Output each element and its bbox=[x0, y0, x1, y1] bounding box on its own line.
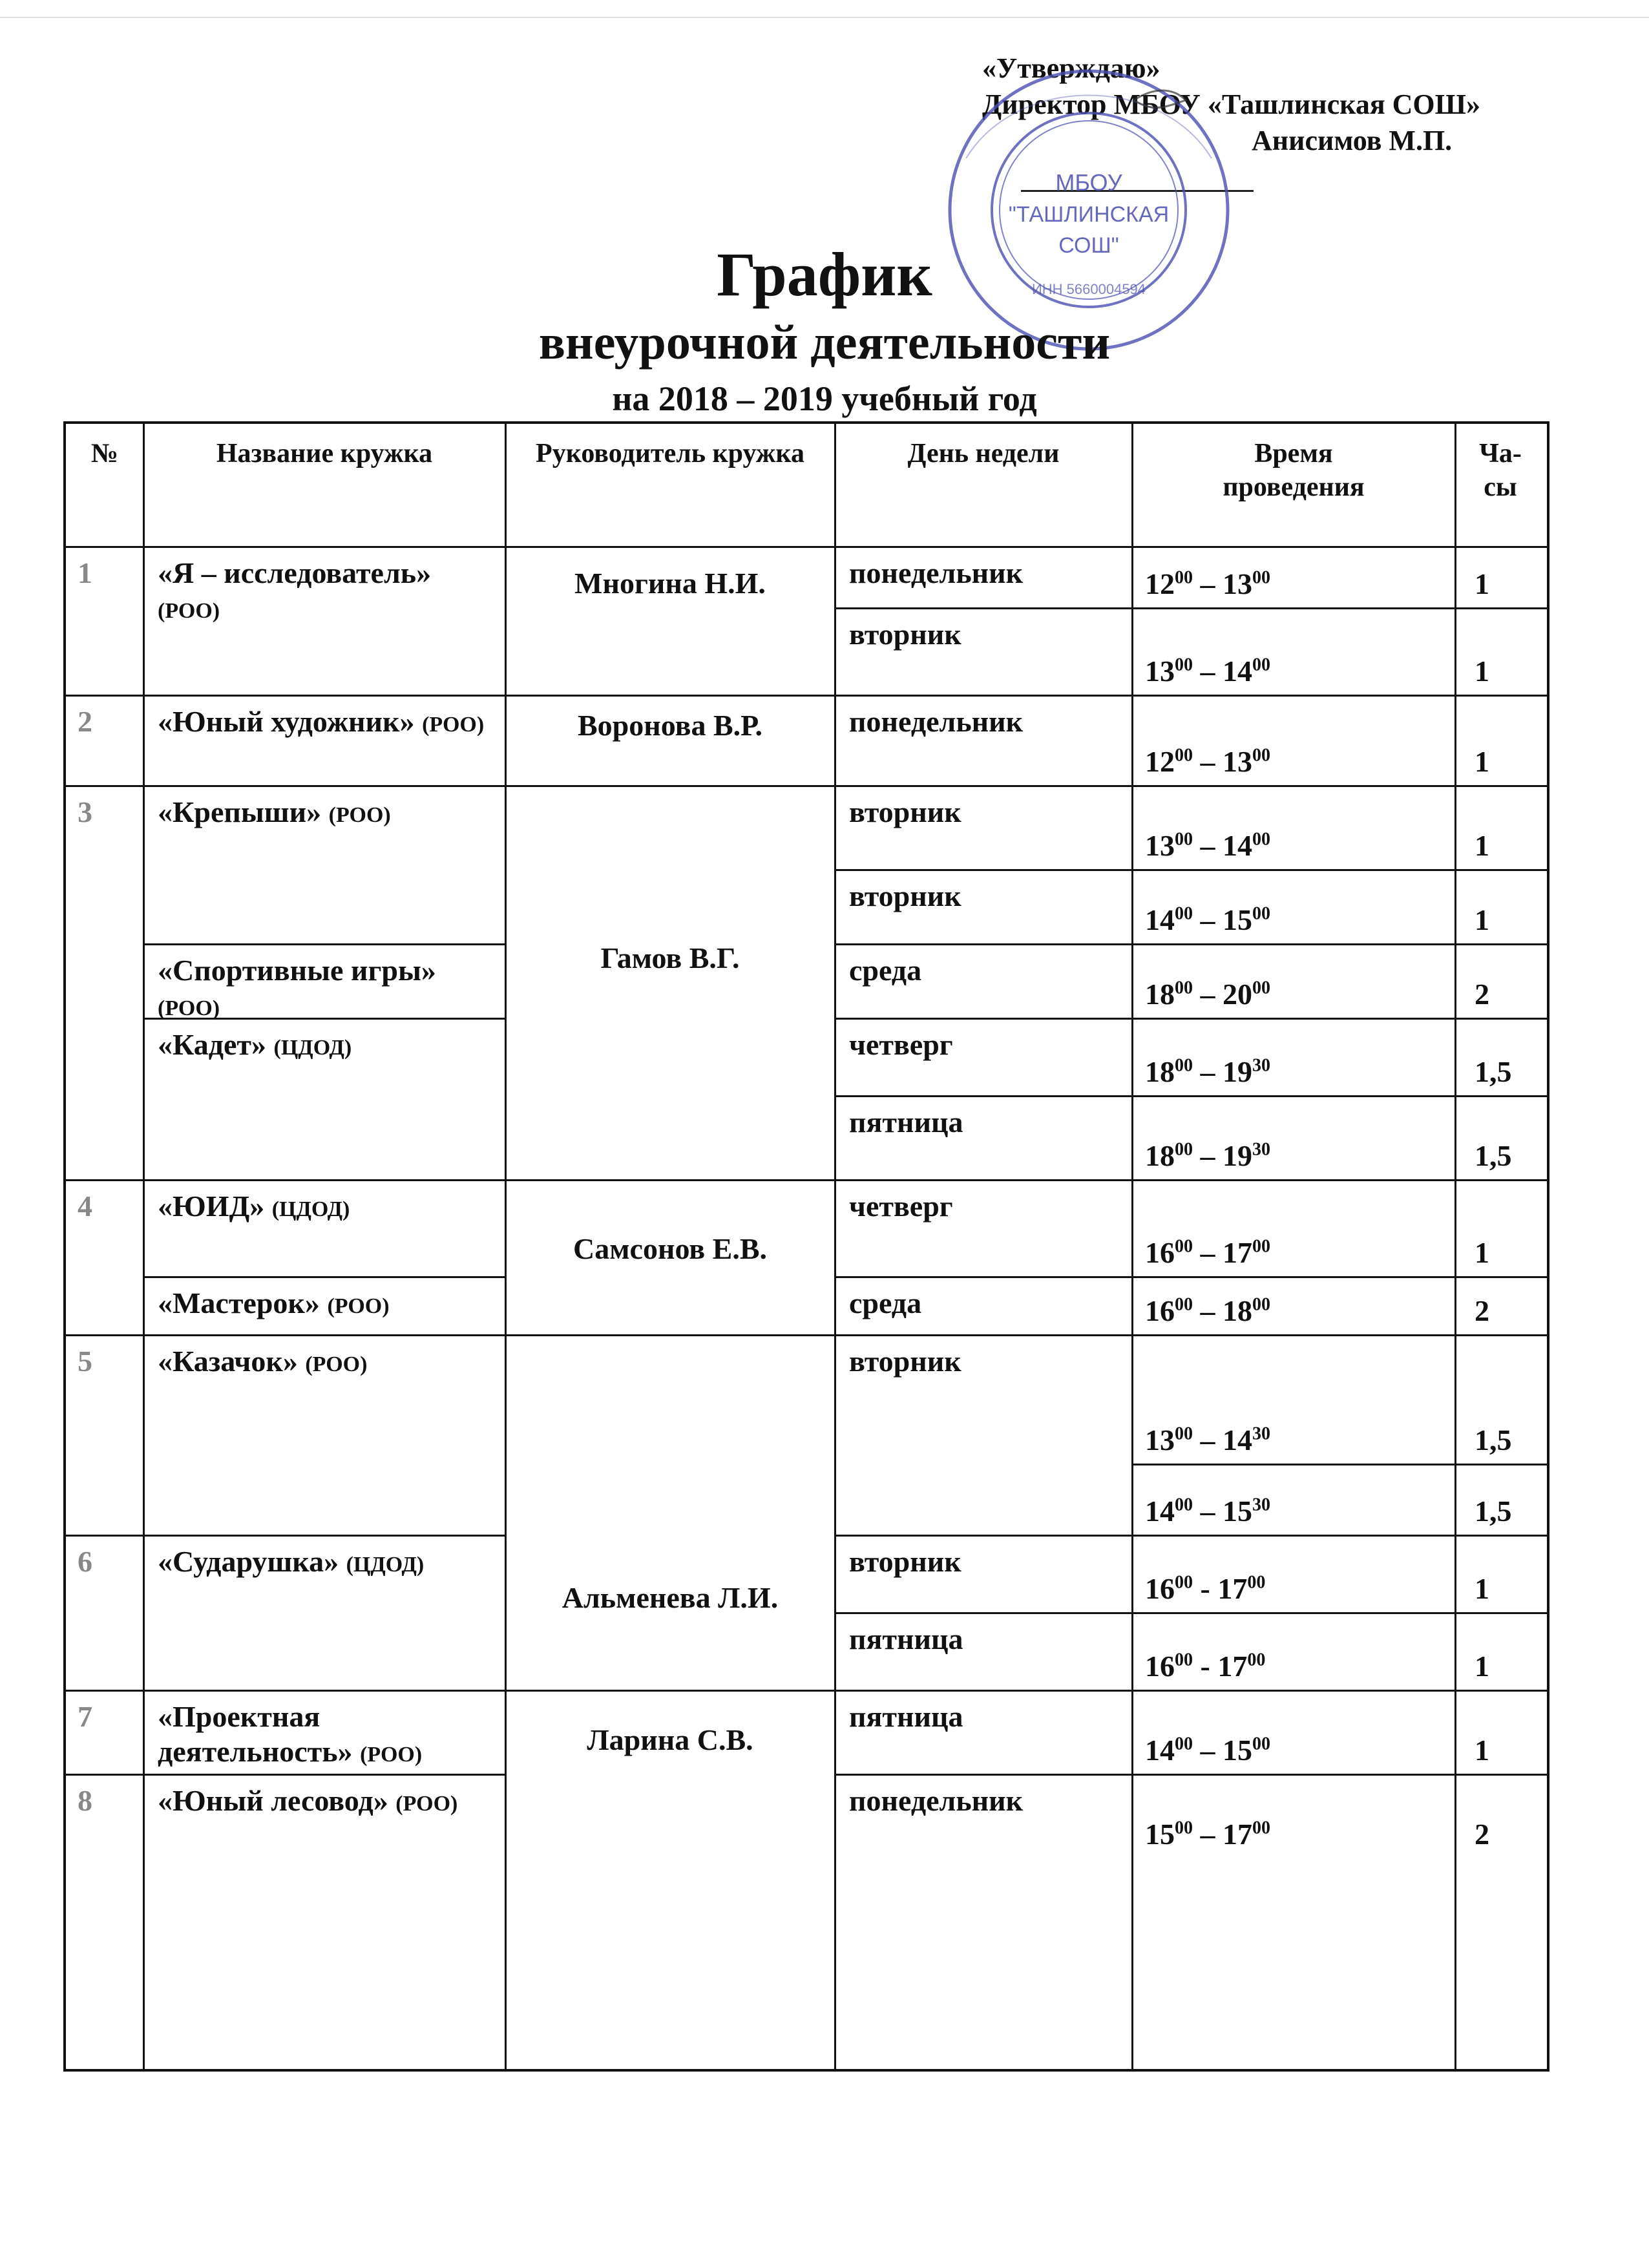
row-divider bbox=[66, 1334, 143, 1336]
row-divider bbox=[1132, 1612, 1455, 1614]
weekday: вторник bbox=[849, 1345, 961, 1378]
row-divider bbox=[505, 1690, 835, 1692]
time-hour: 17 bbox=[1223, 1236, 1252, 1269]
row-divider bbox=[66, 1179, 143, 1181]
time-minutes: 00 bbox=[1175, 1423, 1193, 1444]
time-minutes: 00 bbox=[1175, 567, 1193, 588]
time-hour: 15 bbox=[1223, 1495, 1252, 1528]
club-name: «Проектная деятельность» bbox=[158, 1700, 353, 1768]
time-hour: 13 bbox=[1145, 1423, 1175, 1456]
club-name: «Спортивные игры» bbox=[158, 954, 436, 987]
club-organization: (ЦДОД) bbox=[346, 1553, 425, 1577]
row-number: 8 bbox=[78, 1784, 92, 1817]
time-cell bbox=[1145, 977, 1449, 1012]
hours-value: 2 bbox=[1475, 978, 1489, 1011]
row-divider bbox=[143, 785, 505, 787]
row-number: 6 bbox=[78, 1545, 92, 1578]
approval-position: Директор МБОУ «Ташлинская СОШ» bbox=[982, 89, 1480, 120]
time-hour: 13 bbox=[1223, 567, 1252, 600]
time-minutes: 00 bbox=[1252, 978, 1270, 998]
leader-name: Ларина С.В. bbox=[587, 1723, 753, 1756]
row-divider bbox=[66, 1774, 143, 1776]
time-cell bbox=[1145, 1571, 1449, 1606]
club-organization: (РОО) bbox=[422, 713, 485, 737]
time-minutes: 00 bbox=[1175, 745, 1193, 766]
document-subtitle: внеурочной деятельности bbox=[538, 315, 1111, 370]
row-divider bbox=[1132, 1464, 1455, 1465]
time-minutes: 00 bbox=[1252, 829, 1270, 850]
time-cell bbox=[1145, 1055, 1449, 1089]
time-cell bbox=[1145, 1733, 1449, 1768]
row-divider bbox=[1455, 1276, 1547, 1278]
club-name-cell bbox=[158, 1027, 494, 1066]
time-separator: – bbox=[1193, 829, 1223, 862]
club-organization: (РОО) bbox=[327, 1294, 390, 1318]
row-divider bbox=[66, 695, 143, 697]
time-hour: 18 bbox=[1145, 978, 1175, 1011]
row-divider bbox=[835, 1018, 1132, 1020]
document-title: График bbox=[717, 240, 932, 309]
club-name-cell bbox=[158, 1189, 494, 1227]
club-name: «Крепыши» bbox=[158, 795, 322, 828]
hours-value: 1 bbox=[1475, 1236, 1489, 1269]
scan-top-edge bbox=[0, 17, 1649, 18]
time-separator: – bbox=[1193, 1734, 1223, 1767]
hours-value: 1 bbox=[1475, 1572, 1489, 1605]
time-cell bbox=[1145, 1649, 1449, 1684]
time-cell bbox=[1145, 1294, 1449, 1328]
row-divider bbox=[835, 1334, 1132, 1336]
weekday: четверг bbox=[849, 1028, 953, 1061]
time-separator: – bbox=[1193, 567, 1223, 600]
time-hour: 16 bbox=[1145, 1294, 1175, 1327]
time-minutes: 30 bbox=[1252, 1495, 1270, 1515]
time-cell bbox=[1145, 828, 1449, 863]
time-minutes: 00 bbox=[1247, 1650, 1266, 1670]
time-minutes: 00 bbox=[1175, 1055, 1193, 1076]
row-number: 5 bbox=[78, 1345, 92, 1378]
club-organization: (ЦДОД) bbox=[271, 1197, 350, 1221]
row-number: 1 bbox=[78, 556, 92, 589]
leader-name: Самсонов Е.В. bbox=[572, 1232, 768, 1265]
weekday: пятница bbox=[849, 1622, 963, 1655]
time-minutes: 00 bbox=[1252, 1236, 1270, 1257]
row-divider bbox=[1132, 695, 1455, 697]
time-hour: 15 bbox=[1145, 1818, 1175, 1851]
row-divider bbox=[1132, 785, 1455, 787]
hours-value: 1,5 bbox=[1475, 1055, 1512, 1088]
club-organization: (РОО) bbox=[328, 803, 391, 827]
row-divider bbox=[835, 695, 1132, 697]
time-cell bbox=[1145, 567, 1449, 602]
row-divider bbox=[1455, 1018, 1547, 1020]
time-hour: 12 bbox=[1145, 745, 1175, 778]
column-divider bbox=[143, 424, 145, 2069]
row-divider bbox=[835, 1095, 1132, 1097]
seal-inn: ИНН 5660004594 bbox=[1031, 281, 1146, 297]
row-divider bbox=[1132, 1018, 1455, 1020]
club-name-cell bbox=[158, 795, 494, 833]
time-hour: 20 bbox=[1223, 978, 1252, 1011]
club-name-cell bbox=[158, 1286, 494, 1324]
time-cell bbox=[1145, 654, 1449, 689]
time-cell bbox=[1145, 744, 1449, 779]
header-leader: Руководитель кружка bbox=[536, 439, 804, 468]
row-divider bbox=[1455, 1334, 1547, 1336]
club-name-cell bbox=[158, 1344, 494, 1382]
weekday: пятница bbox=[849, 1106, 963, 1139]
hours-value: 1,5 bbox=[1475, 1423, 1512, 1456]
club-name: «Юный художник» bbox=[158, 705, 415, 738]
header-club-name: Название кружка bbox=[216, 439, 433, 468]
approval-signer: Анисимов М.П. bbox=[1252, 125, 1453, 156]
row-divider bbox=[1132, 943, 1455, 945]
row-divider bbox=[1455, 1095, 1547, 1097]
row-divider bbox=[143, 943, 505, 945]
weekday: среда bbox=[849, 1286, 922, 1319]
row-divider bbox=[1455, 943, 1547, 945]
leader-name: Многина Н.И. bbox=[574, 567, 766, 600]
club-name-cell bbox=[158, 953, 494, 1026]
weekday: понедельник bbox=[849, 705, 1024, 738]
time-minutes: 30 bbox=[1252, 1055, 1270, 1076]
time-hour: 12 bbox=[1145, 567, 1175, 600]
header-hours: Ча-сы bbox=[1479, 439, 1522, 502]
club-organization: (РОО) bbox=[305, 1352, 368, 1376]
time-minutes: 00 bbox=[1252, 745, 1270, 766]
hours-value: 2 bbox=[1475, 1818, 1489, 1851]
time-hour: 14 bbox=[1145, 903, 1175, 936]
time-minutes: 00 bbox=[1175, 1818, 1193, 1838]
time-separator: - bbox=[1193, 1650, 1218, 1683]
row-divider bbox=[1132, 869, 1455, 871]
club-name-cell bbox=[158, 1544, 494, 1582]
weekday: четверг bbox=[849, 1190, 953, 1223]
column-divider bbox=[1131, 424, 1133, 2069]
time-minutes: 00 bbox=[1175, 978, 1193, 998]
row-divider bbox=[143, 1535, 505, 1537]
time-separator: – bbox=[1193, 1236, 1223, 1269]
time-hour: 17 bbox=[1217, 1650, 1248, 1683]
row-divider bbox=[835, 1612, 1132, 1614]
approval-heading: «Утверждаю» bbox=[982, 52, 1161, 84]
row-divider bbox=[1455, 1179, 1547, 1181]
time-hour: 17 bbox=[1217, 1572, 1248, 1605]
row-divider bbox=[143, 695, 505, 697]
row-divider bbox=[1132, 1179, 1455, 1181]
time-hour: 19 bbox=[1223, 1055, 1252, 1088]
time-hour: 14 bbox=[1145, 1734, 1175, 1767]
time-separator: – bbox=[1193, 1139, 1223, 1172]
row-divider bbox=[1132, 1535, 1455, 1537]
time-cell bbox=[1145, 1817, 1449, 1852]
club-name: «ЮИД» bbox=[158, 1190, 265, 1223]
time-minutes: 00 bbox=[1252, 1294, 1270, 1315]
club-name: «Мастерок» bbox=[158, 1286, 320, 1319]
row-divider bbox=[1455, 1774, 1547, 1776]
club-organization: (РОО) bbox=[360, 1743, 423, 1767]
time-separator: – bbox=[1193, 1055, 1223, 1088]
seal-center-line1: МБОУ bbox=[1055, 169, 1122, 196]
time-hour: 13 bbox=[1145, 655, 1175, 688]
row-number: 3 bbox=[78, 795, 92, 828]
hours-value: 1 bbox=[1475, 903, 1489, 936]
time-separator: – bbox=[1193, 978, 1223, 1011]
club-organization: (ЦДОД) bbox=[273, 1036, 352, 1060]
hours-value: 1,5 bbox=[1475, 1139, 1512, 1172]
row-divider bbox=[1132, 607, 1455, 609]
time-separator: – bbox=[1193, 655, 1223, 688]
time-minutes: 00 bbox=[1175, 1495, 1193, 1515]
leader-name: Альменева Л.И. bbox=[562, 1581, 779, 1614]
row-divider bbox=[1455, 1464, 1547, 1465]
document-year: на 2018 – 2019 учебный год bbox=[612, 379, 1037, 418]
time-minutes: 00 bbox=[1175, 1139, 1193, 1160]
row-divider bbox=[1132, 1276, 1455, 1278]
time-hour: 14 bbox=[1223, 1423, 1252, 1456]
time-hour: 13 bbox=[1145, 829, 1175, 862]
header-divider bbox=[66, 546, 1547, 548]
row-divider bbox=[835, 1179, 1132, 1181]
time-hour: 14 bbox=[1223, 829, 1252, 862]
row-number: 2 bbox=[78, 705, 92, 738]
club-organization: (РОО) bbox=[395, 1792, 458, 1816]
row-divider bbox=[1455, 869, 1547, 871]
time-minutes: 00 bbox=[1247, 1572, 1266, 1593]
club-name-cell bbox=[158, 556, 494, 629]
time-cell bbox=[1145, 1423, 1449, 1458]
row-divider bbox=[143, 1334, 505, 1336]
time-cell bbox=[1145, 1235, 1449, 1270]
time-separator: – bbox=[1193, 1495, 1223, 1528]
time-minutes: 00 bbox=[1175, 903, 1193, 924]
row-divider bbox=[505, 1334, 835, 1336]
row-number: 4 bbox=[78, 1190, 92, 1223]
time-separator: – bbox=[1193, 903, 1223, 936]
weekday: вторник bbox=[849, 1545, 961, 1578]
time-hour: 16 bbox=[1145, 1236, 1175, 1269]
weekday: пятница bbox=[849, 1700, 963, 1733]
time-minutes: 00 bbox=[1252, 655, 1270, 675]
club-name: «Юный лесовод» bbox=[158, 1784, 388, 1817]
time-hour: 18 bbox=[1145, 1139, 1175, 1172]
time-cell bbox=[1145, 1139, 1449, 1173]
weekday: вторник bbox=[849, 879, 961, 912]
row-divider bbox=[1455, 695, 1547, 697]
weekday: понедельник bbox=[849, 556, 1024, 589]
header-weekday: День недели bbox=[907, 439, 1060, 468]
row-divider bbox=[143, 1179, 505, 1181]
time-hour: 14 bbox=[1223, 655, 1252, 688]
time-cell bbox=[1145, 1494, 1449, 1529]
time-minutes: 00 bbox=[1175, 829, 1193, 850]
row-divider bbox=[1455, 607, 1547, 609]
club-name: «Я – исследователь» bbox=[158, 556, 432, 589]
row-divider bbox=[505, 1179, 835, 1181]
row-divider bbox=[835, 1535, 1132, 1537]
time-hour: 16 bbox=[1145, 1650, 1175, 1683]
time-hour: 17 bbox=[1223, 1818, 1252, 1851]
time-hour: 19 bbox=[1223, 1139, 1252, 1172]
row-divider bbox=[66, 1535, 143, 1537]
row-divider bbox=[835, 785, 1132, 787]
time-hour: 15 bbox=[1223, 1734, 1252, 1767]
row-divider bbox=[835, 1276, 1132, 1278]
row-divider bbox=[1455, 1690, 1547, 1692]
row-number: 7 bbox=[78, 1700, 92, 1733]
time-separator: – bbox=[1193, 1423, 1223, 1456]
row-divider bbox=[1132, 1690, 1455, 1692]
club-name: «Казачок» bbox=[158, 1345, 298, 1378]
header-time: Время проведения bbox=[1223, 439, 1365, 502]
time-separator: – bbox=[1193, 745, 1223, 778]
row-divider bbox=[1132, 1774, 1455, 1776]
column-divider bbox=[1455, 424, 1456, 2069]
time-hour: 13 bbox=[1223, 745, 1252, 778]
time-minutes: 30 bbox=[1252, 1423, 1270, 1444]
seal-center-line3: СОШ" bbox=[1058, 233, 1119, 258]
time-minutes: 00 bbox=[1252, 1734, 1270, 1754]
time-separator: – bbox=[1193, 1818, 1223, 1851]
club-name: «Сударушка» bbox=[158, 1545, 339, 1578]
weekday: среда bbox=[849, 954, 922, 987]
row-divider bbox=[1132, 1334, 1455, 1336]
hours-value: 1 bbox=[1475, 655, 1489, 688]
row-divider bbox=[505, 785, 835, 787]
club-organization: (РОО) bbox=[158, 996, 220, 1020]
club-name-cell bbox=[158, 704, 494, 742]
time-minutes: 00 bbox=[1175, 1734, 1193, 1754]
hours-value: 1 bbox=[1475, 1650, 1489, 1683]
row-divider bbox=[143, 1276, 505, 1278]
hours-value: 1 bbox=[1475, 745, 1489, 778]
hours-value: 2 bbox=[1475, 1294, 1489, 1327]
time-hour: 16 bbox=[1145, 1572, 1175, 1605]
header-number: № bbox=[90, 439, 119, 468]
time-hour: 18 bbox=[1223, 1294, 1252, 1327]
row-divider bbox=[835, 1690, 1132, 1692]
seal-center-line2: "ТАШЛИНСКАЯ bbox=[1008, 202, 1170, 227]
row-divider bbox=[835, 1774, 1132, 1776]
club-organization: (РОО) bbox=[158, 599, 220, 623]
weekday: вторник bbox=[849, 618, 961, 651]
time-minutes: 00 bbox=[1175, 1650, 1193, 1670]
time-minutes: 00 bbox=[1175, 1236, 1193, 1257]
row-divider bbox=[835, 869, 1132, 871]
time-minutes: 00 bbox=[1252, 1818, 1270, 1838]
row-divider bbox=[1455, 1612, 1547, 1614]
club-name-cell bbox=[158, 1699, 494, 1772]
time-cell bbox=[1145, 903, 1449, 938]
schedule-table bbox=[63, 421, 1549, 2072]
row-divider bbox=[1132, 1095, 1455, 1097]
row-divider bbox=[505, 695, 835, 697]
time-separator: - bbox=[1193, 1572, 1218, 1605]
time-hour: 14 bbox=[1145, 1495, 1175, 1528]
time-separator: – bbox=[1193, 1294, 1223, 1327]
time-minutes: 00 bbox=[1252, 567, 1270, 588]
weekday: понедельник bbox=[849, 1784, 1024, 1817]
hours-value: 1,5 bbox=[1475, 1495, 1512, 1528]
hours-value: 1 bbox=[1475, 1734, 1489, 1767]
time-minutes: 00 bbox=[1175, 1294, 1193, 1315]
weekday: вторник bbox=[849, 795, 961, 828]
time-minutes: 30 bbox=[1252, 1139, 1270, 1160]
row-divider bbox=[143, 1774, 505, 1776]
time-minutes: 00 bbox=[1175, 1572, 1193, 1593]
hours-value: 1 bbox=[1475, 567, 1489, 600]
time-hour: 18 bbox=[1145, 1055, 1175, 1088]
row-divider bbox=[1455, 785, 1547, 787]
time-minutes: 00 bbox=[1175, 655, 1193, 675]
row-divider bbox=[66, 1690, 143, 1692]
leader-name: Воронова В.Р. bbox=[578, 709, 762, 742]
club-name: «Кадет» bbox=[158, 1028, 267, 1061]
row-divider bbox=[66, 785, 143, 787]
row-divider bbox=[143, 1690, 505, 1692]
row-divider bbox=[835, 607, 1132, 609]
club-name-cell bbox=[158, 1783, 494, 1822]
row-divider bbox=[1455, 1535, 1547, 1537]
time-minutes: 00 bbox=[1252, 903, 1270, 924]
time-hour: 15 bbox=[1223, 903, 1252, 936]
hours-value: 1 bbox=[1475, 829, 1489, 862]
row-divider bbox=[835, 943, 1132, 945]
leader-name: Гамов В.Г. bbox=[600, 941, 740, 974]
